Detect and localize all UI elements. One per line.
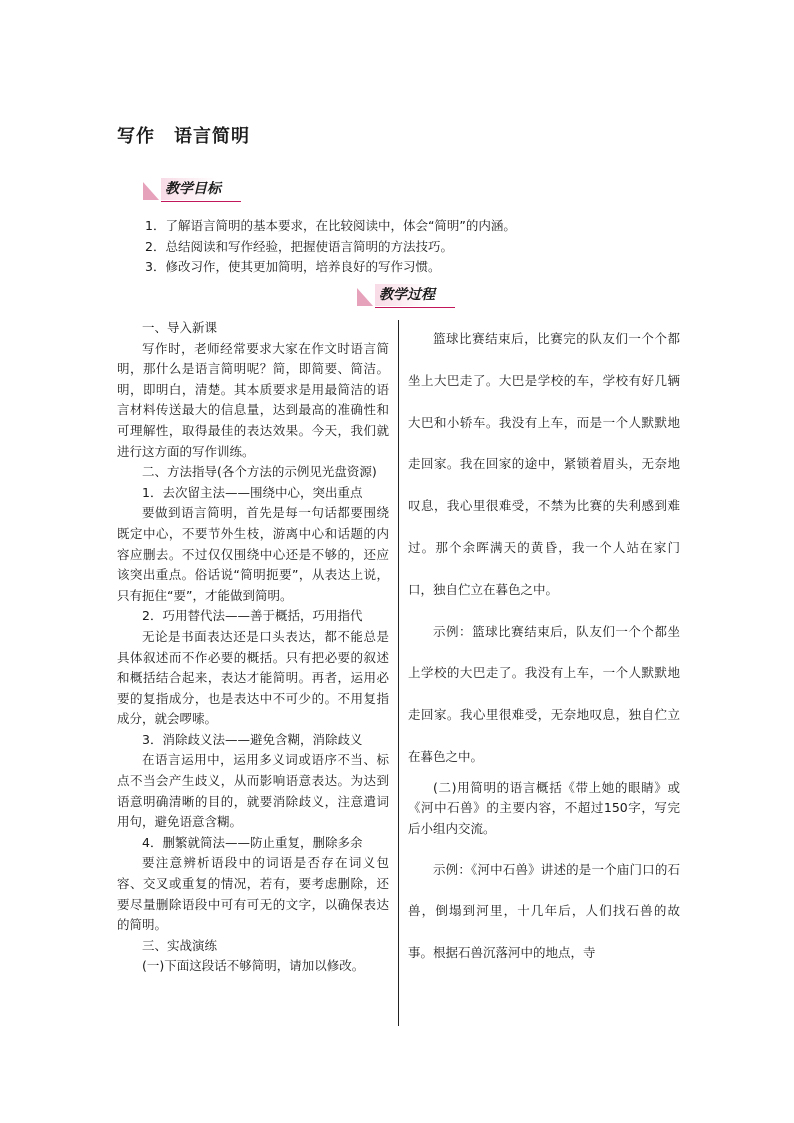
corner-triangle-icon bbox=[143, 182, 159, 200]
paragraph: 在语言运用中，运用多义词或语序不当、标点不当会产生歧义，从而影响语意表达。为达到语意明确清晰的目的，就要消除歧义，注意遣词用句，避免语意含糊。 bbox=[117, 752, 389, 830]
heading-underline bbox=[375, 307, 455, 308]
corner-triangle-icon bbox=[357, 288, 373, 306]
objective-item: 2．总结阅读和写作经验，把握使语言简明的方法技巧。 bbox=[145, 238, 453, 254]
paragraph: 3．消除歧义法——避免含糊，消除歧义 bbox=[142, 731, 363, 747]
paragraph: (一)下面这段话不够简明，请加以修改。 bbox=[142, 958, 365, 974]
paragraph: 三、实战演练 bbox=[142, 937, 218, 953]
example-one: 示例：篮球比赛结束后，队友们一个个都坐上学校的大巴走了。我没有上车，一个人默默地走回家。我心里很难受，无奈地叹息，独自伫立在暮色之中。 bbox=[408, 623, 680, 764]
paragraph: 2．巧用替代法——善于概括，巧用指代 bbox=[142, 608, 363, 624]
process-heading-label: 教学过程 bbox=[379, 287, 435, 303]
right-column bbox=[408, 318, 680, 974]
paragraph: 要注意辨析语段中的词语是否存在词义包容、交叉或重复的情况，若有，要考虑删除，还要尽量删除语段中可有可无的文字，以确保表达的简明。 bbox=[117, 855, 389, 933]
heading-underline bbox=[161, 201, 241, 202]
paragraph: 一、导入新课 bbox=[142, 320, 218, 335]
column-divider bbox=[398, 320, 399, 1026]
page-title: 写作 语言简明 bbox=[117, 126, 250, 147]
objective-item: 1．了解语言简明的基本要求，在比较阅读中，体会“简明”的内涵。 bbox=[145, 218, 516, 233]
paragraph: 无论是书面表达还是口头表达，都不能总是具体叙述而不作必要的概括。只有把必要的叙述和概括结合起来，表达才能简明。再者，运用必要的复指成分，也是表达中不可少的。不用复指成分，就会啰嗦。 bbox=[117, 628, 389, 727]
section-heading-objectives bbox=[143, 178, 227, 200]
objectives-list bbox=[145, 216, 705, 278]
process-heading-text bbox=[375, 284, 441, 306]
paragraph: 1．去次留主法——围绕中心，突出重点 bbox=[142, 484, 363, 500]
paragraph: 写作时，老师经常要求大家在作文时语言简明，那什么是语言简明呢？简，即简要、简洁。明，即明白，清楚。其本质要求是用最简洁的语言材料传送最大的信息量，达到最高的准确性和可理解性，取得最佳的表达效果。今天，我们就进行这方面的写作训练。 bbox=[117, 340, 389, 459]
objective-item: 3．修改习作，使其更加简明，培养良好的写作习惯。 bbox=[145, 259, 441, 274]
task-two: (二)用简明的语言概括《带上她的眼睛》或《河中石兽》的主要内容，不超过150字，写完后小组内交流。 bbox=[408, 779, 680, 836]
left-column bbox=[117, 318, 389, 977]
spacer bbox=[408, 840, 680, 849]
paragraph: 要做到语言简明，首先是每一句话都要围绕既定中心，不要节外生枝，游离中心和话题的内容应删去。不过仅仅围绕中心还是不够的，还应该突出重点。俗话说“简明扼要”，从表达上说，只有扼住“要”，才能做到简明。 bbox=[117, 505, 389, 603]
original-passage: 篮球比赛结束后，比赛完的队友们一个个都坐上大巴走了。大巴是学校的车，学校有好几辆大巴和小轿车。我没有上车，而是一个人默默地走回家。我在回家的途中，紧锁着眉头，无奈地叹息，我心里很难受，不禁为比赛的失利感到难过。那个余晖满天的黄昏，我一个人站在家门口，独自伫立在暮色之中。 bbox=[408, 331, 680, 597]
objectives-heading-text bbox=[161, 178, 227, 200]
paragraph: 4．删繁就简法——防止重复，删除多余 bbox=[142, 834, 363, 850]
example-two: 示例：《河中石兽》讲述的是一个庙门口的石兽，倒塌到河里，十几年后，人们找石兽的故事。根据石兽沉落河中的地点，寺 bbox=[408, 861, 680, 961]
objectives-heading-label: 教学目标 bbox=[165, 181, 221, 197]
section-heading-process bbox=[357, 284, 441, 306]
paragraph: 二、方法指导(各个方法的示例见光盘资源) bbox=[142, 464, 377, 480]
